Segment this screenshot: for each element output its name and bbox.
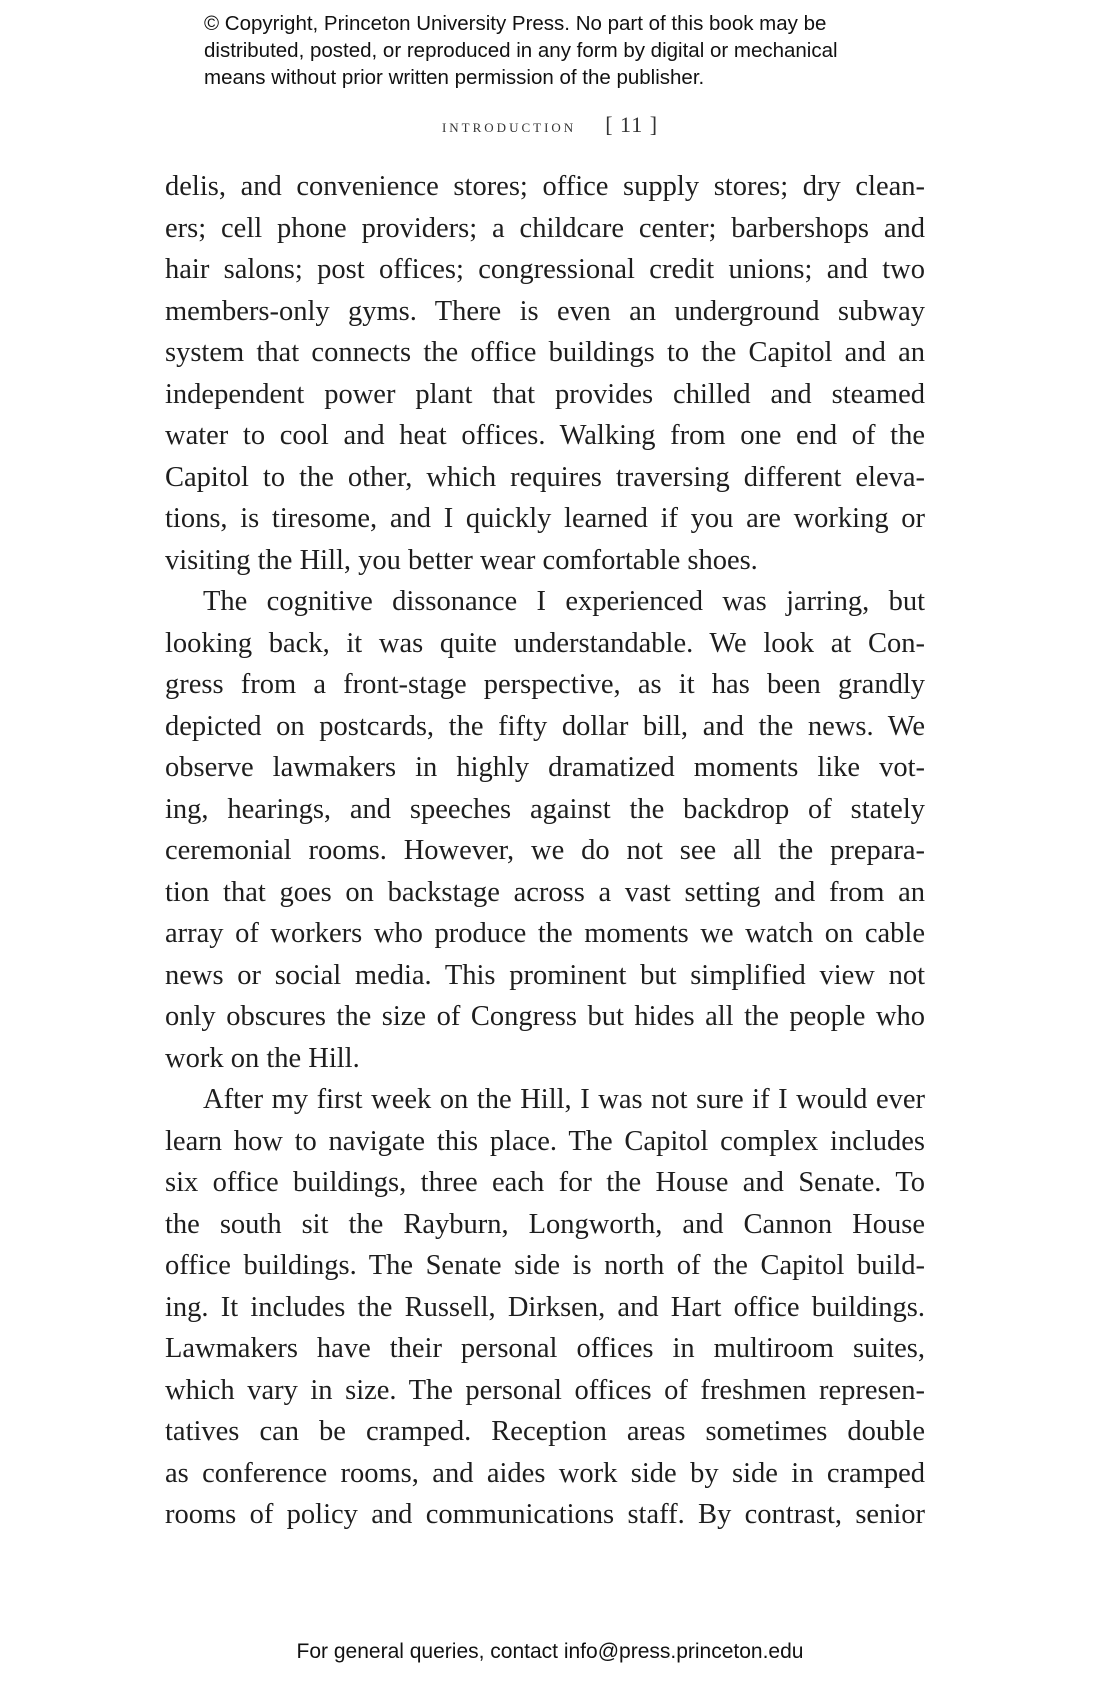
text-line: After my first week on the Hill, I was not sure if I would ever: [203, 1084, 925, 1115]
text-line: tions, is tiresome, and I quickly learned if you are working or: [165, 503, 925, 534]
text-line: Capitol to the other, which requires traversing different eleva-: [165, 461, 925, 493]
text-line: array of workers who produce the moments we watch on cable: [165, 918, 925, 949]
paragraph: [165, 581, 925, 1079]
paragraph: [165, 166, 925, 581]
text-line: as conference rooms, and aides work side by side in cramped: [165, 1457, 925, 1489]
text-line: ing. It includes the Russell, Dirksen, and Hart office buildings.: [165, 1291, 925, 1323]
text-line: depicted on postcards, the fifty dollar bill, and the news. We: [165, 710, 925, 742]
footer-contact: [0, 1640, 1100, 1664]
text-line: the south sit the Rayburn, Longworth, and Cannon House: [165, 1208, 925, 1240]
text-line: observe lawmakers in highly dramatized moments like vot-: [165, 752, 925, 783]
text-line: office buildings. The Senate side is north of the Capitol build-: [165, 1250, 925, 1281]
text-line: learn how to navigate this place. The Capitol complex includes: [165, 1125, 925, 1157]
text-line: news or social media. This prominent but simplified view not: [165, 959, 925, 991]
text-line: hair salons; post offices; congressional credit unions; and two: [165, 254, 925, 285]
text-line: gress from a front-stage perspective, as it has been grandly: [165, 669, 925, 700]
text-line: The cognitive dissonance I experienced was jarring, but: [203, 586, 925, 617]
text-line: delis, and convenience stores; office supply stores; dry clean-: [165, 171, 925, 202]
text-line: only obscures the size of Congress but hides all the people who: [165, 1001, 925, 1032]
text-line: independent power plant that provides chilled and steamed: [165, 378, 925, 410]
text-line: ceremonial rooms. However, we do not see all the prepara-: [165, 835, 925, 866]
running-head: [0, 112, 1100, 138]
text-line: water to cool and heat offices. Walking from one end of the: [165, 420, 925, 451]
text-line: tion that goes on backstage across a vast setting and from an: [165, 876, 925, 908]
text-line: tatives can be cramped. Reception areas sometimes double: [165, 1416, 925, 1447]
text-line: Lawmakers have their personal offices in multiroom suites,: [165, 1333, 925, 1364]
text-line: ers; cell phone providers; a childcare center; barbershops and: [165, 212, 925, 244]
text-line: looking back, it was quite understandable. We look at Con-: [165, 627, 925, 659]
copyright-line: © Copyright, Princeton University Press. No part of this book may be: [204, 12, 827, 35]
text-line: members-only gyms. There is even an underground subway: [165, 295, 925, 327]
text-line: visiting the Hill, you better wear comfortable shoes.: [165, 544, 758, 576]
running-head-section: introduction: [441, 116, 577, 136]
text-line: system that connects the office buildings to the Capitol and an: [165, 337, 925, 368]
text-line: rooms of policy and communications staff. By contrast, senior: [165, 1499, 925, 1530]
body-text: [165, 166, 925, 1536]
copyright-line: means without prior written permission of the publisher.: [204, 66, 705, 89]
text-line: which vary in size. The personal offices of freshmen represen-: [165, 1374, 925, 1406]
text-line: work on the Hill.: [165, 1042, 360, 1074]
paragraph: [165, 1079, 925, 1536]
text-line: ing, hearings, and speeches against the backdrop of stately: [165, 793, 925, 825]
copyright-line: distributed, posted, or reproduced in any form by digital or mechanical: [204, 39, 838, 62]
page-number: [ 11 ]: [605, 112, 659, 137]
footer-text: For general queries, contact info@press.princeton.edu: [296, 1640, 804, 1663]
copyright-notice: [204, 10, 964, 91]
text-line: six office buildings, three each for the House and Senate. To: [165, 1167, 925, 1198]
